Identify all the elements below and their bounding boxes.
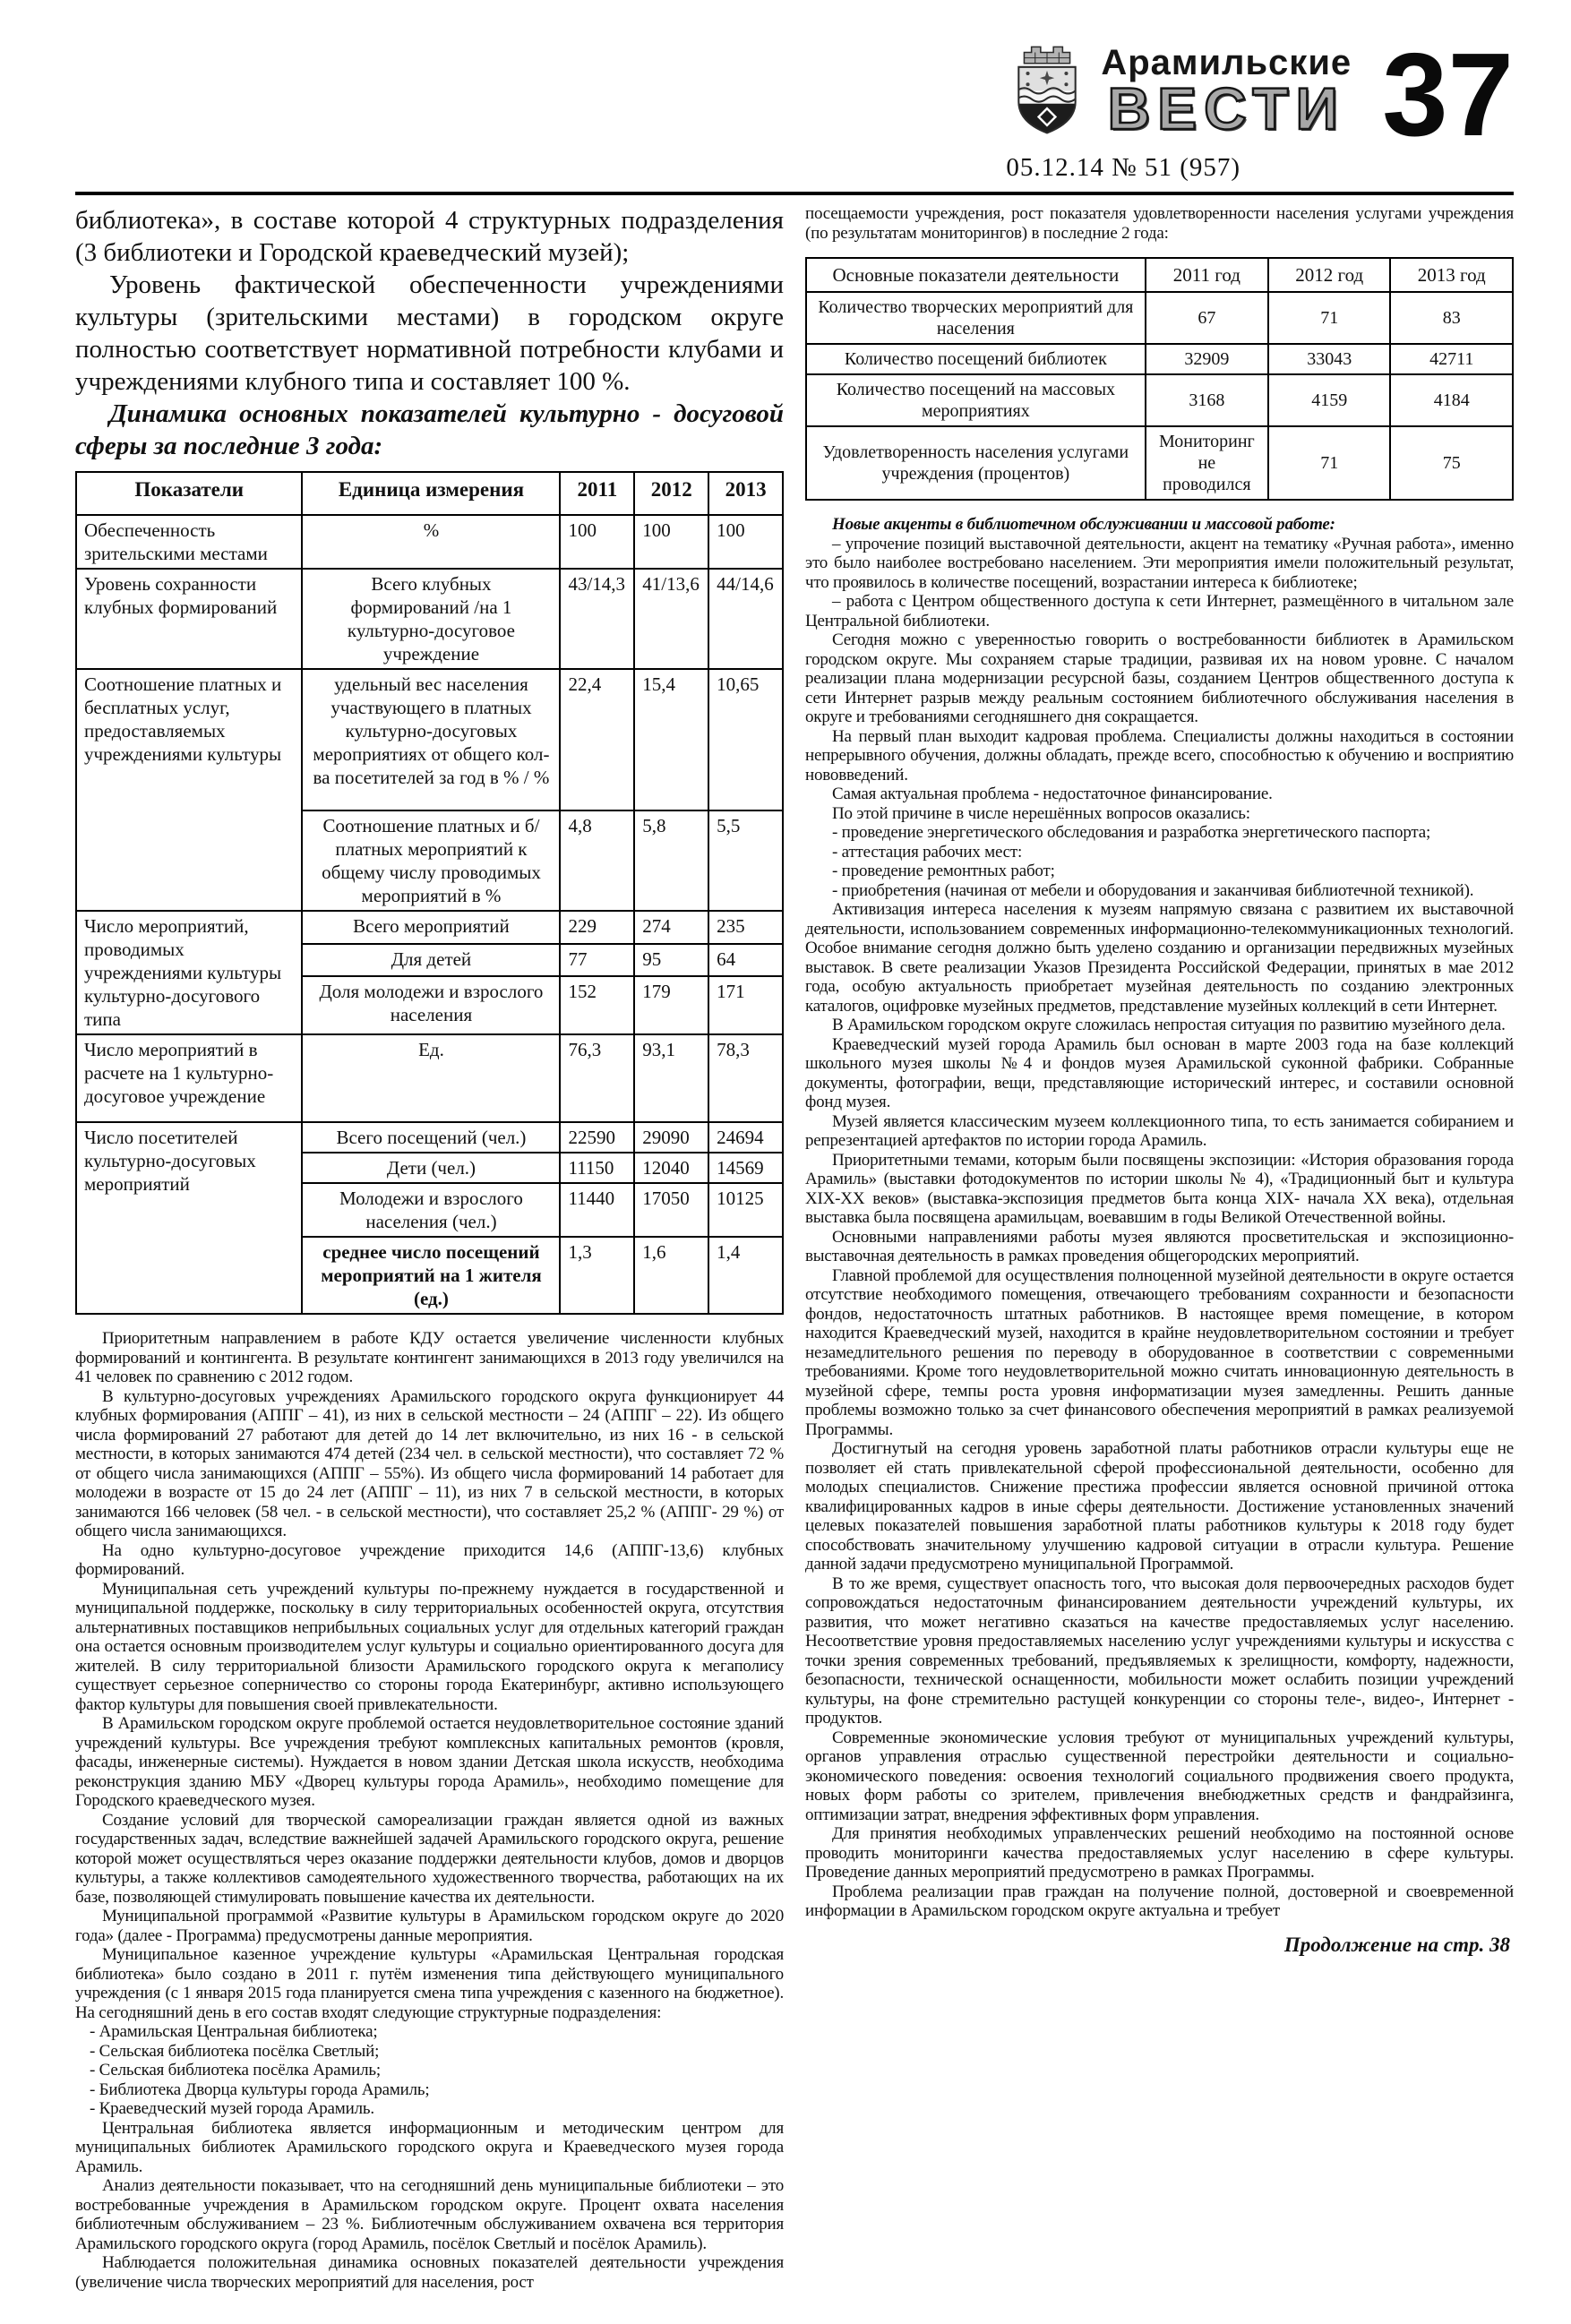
paragraph: В культурно-досуговых учреждениях Арамильского городского округа функционирует 44 клубных формирования (АППГ – 41), из них в сельской местности – 24 (АППГ – 22). Из общего числа формирований 27 работают для детей до 14 лет включительно, из них 16 - в сельской местности, в которых занимаются 474 детей (234 чел. в сельской местности), что составляет 72 % от общего числа занимающихся (АППГ – 55%). Из общего числа формирований 14 работает для молодежи в возрасте от 15 до 24 лет (АППГ – 11), из них 7 в сельской местности, в которых занимаются 166 человек (58 чел. - в сельской местности), что составляет 25,2 % (АППГ- 29 %) от общего числа занимающихся. bbox=[75, 1386, 784, 1540]
table-cell: 42711 bbox=[1390, 344, 1513, 374]
table-cell: % bbox=[302, 515, 560, 569]
paragraph: Современные экономические условия требуют от муниципальных учреждений культуры, органов управления отраслью существенной перестройки деятельности и социально-экономического поведения: освоения технологий социального продвижения своего продукта, новых форм работы со зрителем, привлечения внебюджетных средств и фандрайзинга, оптимизации затрат, внедрения эффективных форм управления. bbox=[805, 1728, 1514, 1824]
table-cell: 5,8 bbox=[634, 810, 708, 911]
newspaper-name-top: Арамильские bbox=[1101, 43, 1352, 82]
table-cell: 100 bbox=[708, 515, 783, 569]
table-cell: 274 bbox=[634, 911, 708, 944]
table-row bbox=[806, 258, 1513, 292]
table-cell: 100 bbox=[634, 515, 708, 569]
paragraph: Краеведческий музей города Арамиль был основан в марте 2003 года на базе коллекций школьного музея школы №4 и фондов музея Арамильской суконной фабрики. Собранные документы, фотографии, вещи, представляющие исторический интерес, и составили основной фонд музея. bbox=[805, 1034, 1514, 1111]
coat-of-arms-icon bbox=[1006, 43, 1088, 146]
table-row bbox=[76, 1122, 783, 1153]
table-row bbox=[806, 374, 1513, 426]
table-row bbox=[76, 515, 783, 569]
table-cell: 71 bbox=[1268, 426, 1390, 500]
table-row bbox=[76, 911, 783, 944]
table-cell: 83 bbox=[1390, 292, 1513, 344]
paragraph: Муниципальной программой «Развитие культуры в Арамильском городском округе до 2020 года» (далее - Программа) предусмотрены данные мероприятия. bbox=[75, 1907, 784, 1945]
table-cell: Мониторинг не проводился bbox=[1146, 426, 1268, 500]
paragraph: По этой причине в числе нерешённых вопросов оказались: bbox=[832, 803, 1250, 823]
paragraph: В Арамильском городском округе сложилась непростая ситуация по развитию музейного дела. bbox=[832, 1016, 1506, 1034]
table-cell: Ед. bbox=[302, 1034, 560, 1122]
table-header-cell: 2013 год bbox=[1390, 258, 1513, 292]
table-cell: 71 bbox=[1268, 292, 1390, 344]
paragraph: Проблема реализации прав граждан на получение полной, достоверной и своевременной информации в Арамильском городском округе актуальна и требует bbox=[805, 1882, 1514, 1920]
paragraph: Главной проблемой для осуществления полноценной музейной деятельности в округе остается отсутствие необходимого помещения, отвечающего требованиям сохранности и безопасности фондов, недостаточность штатных работников. В настоящее время помещение, в котором находится Краеведческий музей, находится в крайне неудовлетворительном состоянии и требует незамедлительного решения по переводу в оборудованное в соответствии с современными требованиями. Кроме того неудовлетворительной можно считать инновационную деятельность в музейной сфере, темпы роста уровня информатизации музея замедленны. Решить данные проблемы возможно только за счет финансового обеспечения мероприятий в рамках реализуемой Программы. bbox=[805, 1265, 1514, 1439]
table-cell: Количество творческих мероприятий для населения bbox=[806, 292, 1146, 344]
table-cell: 4159 bbox=[1268, 374, 1390, 426]
table-title: Динамика основных показателей культурно - досуговой сферы за последние 3 года: bbox=[75, 399, 784, 460]
table-cell: 179 bbox=[634, 976, 708, 1034]
table-row bbox=[76, 569, 783, 669]
table-row bbox=[806, 426, 1513, 500]
paragraph: Самая актуальная проблема - недостаточное финансирование. bbox=[832, 785, 1273, 803]
table-cell: 1,6 bbox=[634, 1237, 708, 1314]
table-cell: 22590 bbox=[560, 1122, 634, 1153]
left-column bbox=[75, 204, 784, 2292]
paragraph: Музей является классическим музеем коллекционного типа, то есть занимается собиранием и репрезентацией артефактов по истории города Арамиль. bbox=[805, 1111, 1514, 1150]
table-cell: 29090 bbox=[634, 1122, 708, 1153]
paragraph: Создание условий для творческой самореализации граждан является одной из важных государственных задач, вследствие важнейшей задачей Арамильского городского округа, решение которой может осуществляться через оказание поддержки деятельности клубов, домов и дворцов культуры, а также коллективов самодеятельного художественного творчества, работающих на их базе, позволяющей стимулировать повышение качества их деятельности. bbox=[75, 1810, 784, 1907]
table-cell: Число посетителей культурно-досуговых мероприятий bbox=[76, 1122, 302, 1314]
content-columns bbox=[75, 204, 1514, 2292]
table-cell: Обеспеченность зрительскими местами bbox=[76, 515, 302, 569]
paragraph: Приоритетными темами, которым были посвящены экспозиции: «История образования города Арамиль» (выставки фотодокументов по истории школы № 4), «Традиционный быт и культура XIX-XX веков» (выставка-экспозиция предметов быта конца XIX- начала XX века), отдельная выставка была посвящена арамильцам, воевавшим в годы Великой Отечественной войны. bbox=[805, 1150, 1514, 1227]
table-cell: Доля молодежи и взрослого населения bbox=[302, 976, 560, 1034]
paragraph: Анализ деятельности показывает, что на сегодняшний день муниципальные библиотеки – это востребованные учреждения в Арамильском городском округе. Процент охвата населения библиотечным обслуживанием – 23 %. Библиотечным обслуживанием охвачена вся территория Арамильского городского округа (город Арамиль, посёлок Светлый и посёлок Арамиль). bbox=[75, 2176, 784, 2253]
paragraph: – упрочение позиций выставочной деятельности, акцент на тематику «Ручная работа», именно это было наиболее востребовано населением. Эти мероприятия имели положительный результат, что проявилось в количестве посещений, возрастании интереса к библиотеке; bbox=[805, 534, 1514, 592]
table-cell: Соотношение платных и бесплатных услуг, предоставляемых учреждениями культуры bbox=[76, 669, 302, 911]
table-cell: 95 bbox=[634, 944, 708, 977]
table-cell: Уровень сохранности клубных формирований bbox=[76, 569, 302, 669]
table-cell: 24694 bbox=[708, 1122, 783, 1153]
table-cell: Соотношение платных и б/платных мероприятий к общему числу проводимых мероприятий в % bbox=[302, 810, 560, 911]
table-cell: 11440 bbox=[560, 1183, 634, 1237]
table-cell: среднее число посещений мероприятий на 1 жителя (ед.) bbox=[302, 1237, 560, 1314]
table-cell: Всего мероприятий bbox=[302, 911, 560, 944]
table-cell: удельный вес населения участвующего в платных культурно-досуговых мероприятиях от общего кол-ва посетителей за год в % / % bbox=[302, 669, 560, 810]
paragraph: Достигнутый на сегодня уровень заработной платы работников отрасли культуры еще не позволяет ей стать привлекательной сферой профессиональной деятельности, особенно для молодых специалистов. Снижение престижа профессии является основной причиной оттока квалифицированных кадров в иные сферы деятельности. Достижение установленных значений целевых показателей повышения заработной платы работников культуры к 2018 году будет способствовать значительному улучшению кадровой ситуации в отрасли культура. Решение данной задачи предусмотрено муниципальной Программой. bbox=[805, 1439, 1514, 1574]
paragraph: Наблюдается положительная динамика основных показателей деятельности учреждения (увеличение числа творческих мероприятий для населения, рост bbox=[75, 2253, 784, 2292]
table-cell: 41/13,6 bbox=[634, 569, 708, 669]
table-cell: 1,3 bbox=[560, 1237, 634, 1314]
table-cell: 12040 bbox=[634, 1153, 708, 1183]
table-cell: 64 bbox=[708, 944, 783, 977]
table-cell: 32909 bbox=[1146, 344, 1268, 374]
paragraph: Центральная библиотека является информационным и методическим центром для муниципальных библиотек Арамильского городского округа и Краеведческого музея города Арамиль. bbox=[75, 2118, 784, 2176]
list-item: - Сельская библиотека посёлка Светлый; bbox=[90, 2041, 380, 2061]
list-item: - Библиотека Дворца культуры города Арамиль; bbox=[90, 2080, 430, 2099]
paragraph: На первый план выходит кадровая проблема. Специалисты должны находиться в состоянии непрерывного обучения, должны обладать, прежде всего, способностью к обучению и восприятию нововведений. bbox=[805, 726, 1514, 785]
paragraph: - проведение энергетического обследования и разработка энергетического паспорта; bbox=[832, 823, 1431, 842]
paragraph: Основными направлениями работы музея являются просветительская и экспозиционно-выставочная деятельность в рамках проведения общегородских мероприятий. bbox=[805, 1227, 1514, 1265]
table-header-cell: Основные показатели деятельности bbox=[806, 258, 1146, 292]
list-item: - Сельская библиотека посёлка Арамиль; bbox=[90, 2061, 381, 2080]
library-list bbox=[75, 2022, 784, 2119]
paragraph: Приоритетным направлением в работе КДУ остается увеличение численности клубных формирований и контингента. В результате контингент занимающихся в 2013 году увеличился на 41 человек по сравнению с 2012 годом. bbox=[75, 1329, 784, 1386]
right-text-block bbox=[805, 535, 1514, 1921]
issue-info: 05.12.14 № 51 (957) bbox=[1006, 153, 1241, 182]
left-text-block-2 bbox=[75, 2119, 784, 2293]
table-cell: 76,3 bbox=[560, 1034, 634, 1122]
newspaper-name-main: ВЕСТИ bbox=[1107, 75, 1345, 141]
table-cell: 4184 bbox=[1390, 374, 1513, 426]
table-cell: 10,65 bbox=[708, 669, 783, 810]
table-cell: 171 bbox=[708, 976, 783, 1034]
table-row bbox=[76, 1034, 783, 1122]
paragraph: В Арамильском городском округе проблемой остается неудовлетворительное состояние зданий учреждений культуры. Все учреждения требуют комплексных капитальных ремонтов (кровля, фасады, инженерные системы). Нуждается в новом здании Детская школа искусств, необходима реконструкция зданию МБУ «Дворец культуры города Арамиль», необходимо помещение для Городского краеведческого музея. bbox=[75, 1714, 784, 1810]
paragraph: Активизация интереса населения к музеям напрямую связана с развитием их выставочной деятельности, использованием современных информационно-телекоммуникационных технологий. Особое внимание сегодня должно быть уделено созданию и организации передвижных музейных выставок. В свете реализации Указов Президента Российской Федерации, принятых в мае 2012 года, особую актуальность приобретает музейная деятельность по созданию электронных каталогов, оцифровке музейных предметов, представление музейных коллекций в сети Интернет. bbox=[805, 900, 1514, 1016]
table-cell: 152 bbox=[560, 976, 634, 1034]
table-cell: Количество посещений библиотек bbox=[806, 344, 1146, 374]
header-divider bbox=[75, 192, 1514, 195]
paragraph: Муниципальное казенное учреждение культуры «Арамильская Центральная городская библиотека» было создано в 2011 г. путём изменения типа действующего муниципального учреждения (с 1 января 2015 года планируется смена типа учреждения с казенного на бюджетное). На сегодняшний день в его состав входят следующие структурные подразделения: bbox=[75, 1945, 784, 2022]
paragraph: Уровень фактической обеспеченности учреждениями культуры (зрительскими местами) в городском округе полностью соответствует нормативной потребности клубами и учреждениями клубного типа и составляет 100 %. bbox=[75, 270, 784, 396]
paragraph: Сегодня можно с уверенностью говорить о востребованности библиотек в Арамильском городском округе. Мы сохраняем старые традиции, развивая их на новом уровне. С началом реализации плана модернизации ресурсной базы, созданием Центров общественного доступа к сети Интернет разрыв между реальным состоянием библиотечного обслуживания населения в округе и требованиями сегодняшнего дня сокращается. bbox=[805, 630, 1514, 726]
table-row bbox=[76, 472, 783, 515]
table-cell: 235 bbox=[708, 911, 783, 944]
table-cell: 10125 bbox=[708, 1183, 783, 1237]
paragraph: Муниципальная сеть учреждений культуры по-прежнему нуждается в государственной и муниципальной поддержке, поскольку в силу территориальных особенностей округа, отсутствия альтернативных поставщиков неприбыльных социальных услуг для отдельных категорий граждан она остается основным производителем услуг культуры и социально ориентированного досуга для жителей. В силу территориальной близости Арамильского городского округа к мегаполису существует серьезное соперничество со стороны города Екатеринбург, активно использующего фактор культуры для повышения своей привлекательности. bbox=[75, 1579, 784, 1714]
table-cell: 33043 bbox=[1268, 344, 1390, 374]
table-header-cell: 2012 bbox=[634, 472, 708, 515]
table-cell: 229 bbox=[560, 911, 634, 944]
paragraph: - проведение ремонтных работ; bbox=[832, 862, 1055, 880]
page-header bbox=[75, 29, 1514, 195]
table-row bbox=[806, 292, 1513, 344]
page-number: 37 bbox=[1382, 29, 1514, 160]
activity-indicators-table bbox=[805, 257, 1514, 501]
table-cell: Число мероприятий в расчете на 1 культурно-досуговое учреждение bbox=[76, 1034, 302, 1122]
masthead-row bbox=[75, 29, 1514, 183]
paragraph: посещаемости учреждения, рост показателя удовлетворенности населения услугами учреждения (по результатам мониторингов) в последние 2 года: bbox=[805, 204, 1514, 243]
table-cell: Число мероприятий, проводимых учреждениями культуры культурно-досугового типа bbox=[76, 911, 302, 1034]
table-cell: 78,3 bbox=[708, 1034, 783, 1122]
table-header-cell: Показатели bbox=[76, 472, 302, 515]
table-cell: 3168 bbox=[1146, 374, 1268, 426]
masthead bbox=[1101, 43, 1352, 141]
section-heading: Новые акценты в библиотечном обслуживании и массовой работе: bbox=[832, 515, 1335, 534]
table-cell: 1,4 bbox=[708, 1237, 783, 1314]
paragraph: В то же время, существует опасность того, что высокая доля первоочередных расходов будет сопровождаться недостаточным финансированием деятельности учреждений культуры, их развития, что может негативно сказаться на качестве предоставляемых услуг населению. Несоответствие уровня предоставляемых населению услуг учреждениями культуры и искусства с точки зрения современных требований, предъявляемых к зрелищности, комфорту, надежности, безопасности, технической оснащенности, мобильности может ослабить позиции учреждений культуры, на фоне стремительно растущей конкуренции со стороны теле-, видео-, Интернет - продуктов. bbox=[805, 1574, 1514, 1728]
table-cell: 14569 bbox=[708, 1153, 783, 1183]
table-cell: 22,4 bbox=[560, 669, 634, 810]
list-item: - Краеведческий музей города Арамиль. bbox=[90, 2099, 374, 2118]
table-cell: 93,1 bbox=[634, 1034, 708, 1122]
paragraph: – работа с Центром общественного доступа к сети Интернет, размещённого в читальном зале Центральной библиотеки. bbox=[805, 592, 1514, 630]
table-cell: 43/14,3 bbox=[560, 569, 634, 669]
paragraph: Для принятия необходимых управленческих решений необходимо на постоянной основе проводить мониторинги качества предоставляемых услуг населению в сфере культуры. Проведение данных мероприятий предусмотрено в рамках Программы. bbox=[805, 1824, 1514, 1882]
table-cell: Дети (чел.) bbox=[302, 1153, 560, 1183]
paragraph: - приобретения (начиная от мебели и оборудования и заканчивая библиотечной техникой). bbox=[832, 880, 1474, 900]
table-row bbox=[76, 669, 783, 810]
table-cell: 100 bbox=[560, 515, 634, 569]
table-cell: 75 bbox=[1390, 426, 1513, 500]
paragraph: На одно культурно-досуговое учреждение приходится 14,6 (АППГ-13,6) клубных формирований. bbox=[75, 1540, 784, 1579]
culture-indicators-table bbox=[75, 471, 784, 1315]
table-header-cell: Единица измерения bbox=[302, 472, 560, 515]
table-cell: Удовлетворенность населения услугами учреждения (процентов) bbox=[806, 426, 1146, 500]
continuation-note: Продолжение на стр. 38 bbox=[1283, 1933, 1510, 1956]
paragraph: - аттестация рабочих мест: bbox=[832, 842, 1023, 862]
table-row bbox=[806, 344, 1513, 374]
table-cell: Молодежи и взрослого населения (чел.) bbox=[302, 1183, 560, 1237]
table-cell: Для детей bbox=[302, 944, 560, 977]
table-cell: 17050 bbox=[634, 1183, 708, 1237]
table-cell: 5,5 bbox=[708, 810, 783, 911]
brand-block bbox=[1006, 43, 1352, 183]
paragraph: библиотека», в составе которой 4 структурных подразделения (3 библиотеки и Городской краеведческий музей); bbox=[75, 206, 784, 267]
table-cell: 11150 bbox=[560, 1153, 634, 1183]
table-cell: 4,8 bbox=[560, 810, 634, 911]
right-column bbox=[805, 204, 1514, 2292]
table-header-cell: 2011 bbox=[560, 472, 634, 515]
table-header-cell: 2012 год bbox=[1268, 258, 1390, 292]
table-cell: Всего посещений (чел.) bbox=[302, 1122, 560, 1153]
table-cell: 77 bbox=[560, 944, 634, 977]
table-cell: 67 bbox=[1146, 292, 1268, 344]
table-cell: 44/14,6 bbox=[708, 569, 783, 669]
table-header-cell: 2013 bbox=[708, 472, 783, 515]
table-cell: Всего клубных формирований /на 1 культурно-досуговое учреждение bbox=[302, 569, 560, 669]
table-header-cell: 2011 год bbox=[1146, 258, 1268, 292]
list-item: - Арамильская Центральная библиотека; bbox=[90, 2022, 378, 2041]
table-cell: Количество посещений на массовых мероприятиях bbox=[806, 374, 1146, 426]
table-cell: 15,4 bbox=[634, 669, 708, 810]
left-text-block bbox=[75, 1329, 784, 2022]
